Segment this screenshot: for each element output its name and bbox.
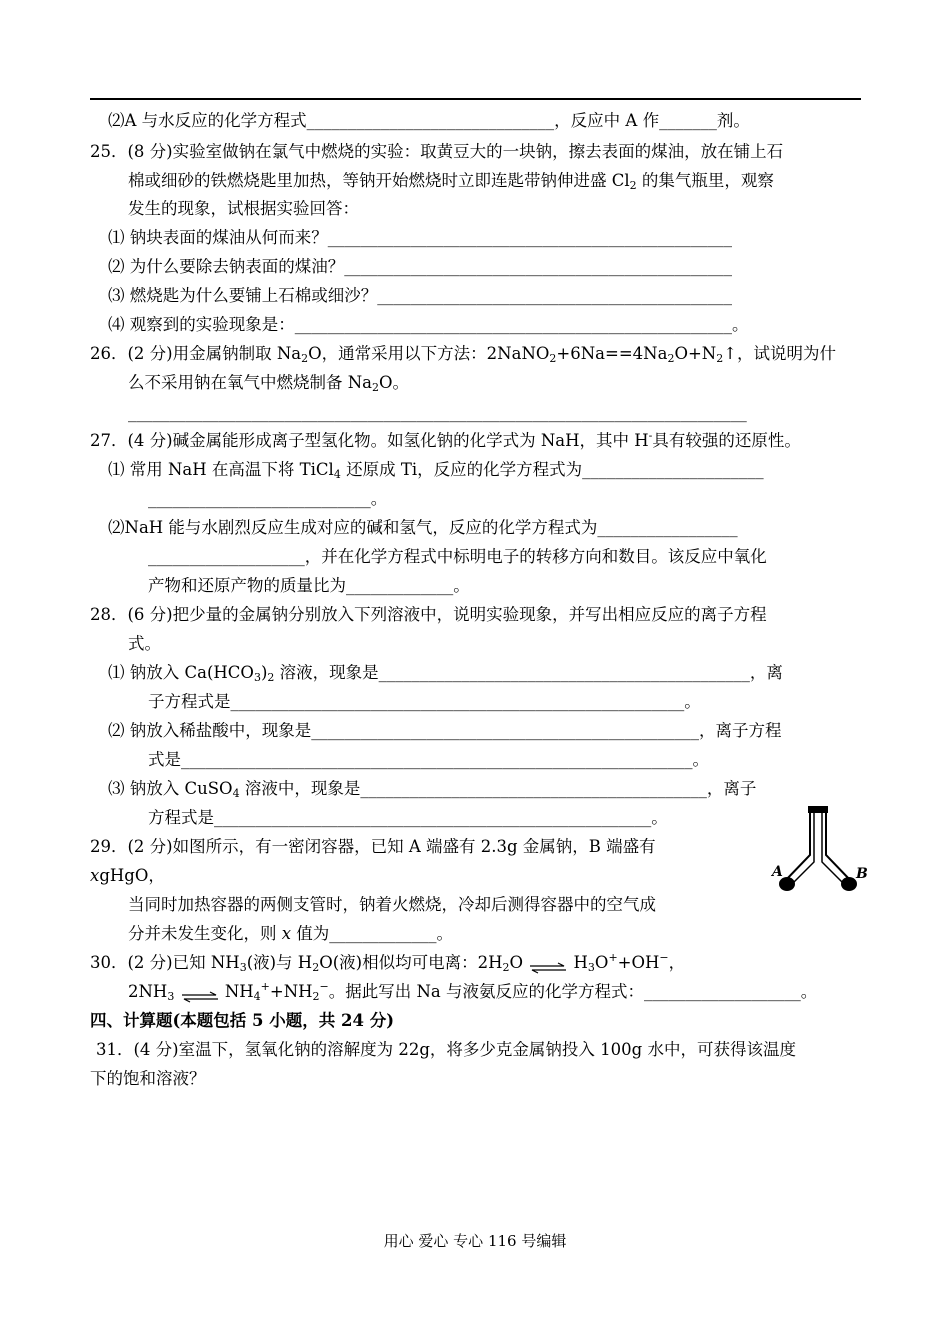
text-line: ___________________，并在化学方程式中标明电子的转移方向和数目。该反应中氧化 xyxy=(148,547,767,566)
tube-stopper xyxy=(808,806,828,813)
text-line: 式。 xyxy=(128,634,161,653)
equilibrium-arrow-icon xyxy=(528,958,568,970)
header-rule xyxy=(90,98,861,100)
tube-end-b xyxy=(841,877,857,891)
text-line: ⑵ 钠放入稀盐酸中，现象是_______________________________________________，离子方程 xyxy=(108,721,782,740)
text-line: ⑴ 常用 NaH 在高温下将 TiCl$_4$ 还原成 Ti，反应的化学方程式为______________________ xyxy=(108,460,764,481)
text-line: ⑵A 与水反应的化学方程式______________________________，反应中 A 作_______剂。 xyxy=(108,111,750,130)
text-line: 发生的现象，试根据实验回答： xyxy=(128,199,359,218)
text-line: ___________________________________________________________________________ xyxy=(128,403,747,422)
text-line: $2NH_3$ $NH_4^++NH_2^-$。据此写出 Na 与液氨反应的化学方程式：___________________。 xyxy=(128,980,818,1003)
text-line: 25．(8 分)实验室做钠在氯气中燃烧的实验：取黄豆大的一块钠，擦去表面的煤油，放在铺上石 xyxy=(90,142,784,161)
text-line: 27．(4 分)碱金属能形成离子型氢化物。如氢化钠的化学式为 NaH，其中 H-具有较强的还原性。 xyxy=(90,429,801,450)
text-line: 分并未发生变化，则 x 值为_____________。 xyxy=(128,924,454,943)
text-line: ___________________________。 xyxy=(148,489,388,508)
text-line: 式是______________________________________________________________。 xyxy=(148,750,709,769)
text-line: 方程式是_____________________________________________________。 xyxy=(148,808,668,827)
text-line: 产物和还原产物的质量比为_____________。 xyxy=(148,576,470,595)
text-line: 子方程式是_______________________________________________________。 xyxy=(148,692,701,711)
text-line: 么不采用钠在氧气中燃烧制备 $Na_2O$。 xyxy=(128,373,410,394)
figure-label-b: B xyxy=(856,866,868,882)
text-line: 30．(2 分)已知 $NH_3$(液)与 $H_2O$(液)相似均可电离：$2H_2O$ $H_3O^++OH^-$， xyxy=(90,951,686,974)
text-line: xgHgO， xyxy=(90,866,165,885)
figure-label-a: A xyxy=(772,864,783,880)
equilibrium-arrow-icon xyxy=(180,987,220,999)
text-line: 棉或细砂的铁燃烧匙里加热，等钠开始燃烧时立即连匙带钠伸进盛 $Cl_2$ 的集气瓶里，观察 xyxy=(128,171,774,192)
page-footer: 用心 爱心 专心 116 号编辑 xyxy=(383,1232,567,1250)
text-line: 28．(6 分)把少量的金属钠分别放入下列溶液中，说明实验现象，并写出相应反应的离子方程 xyxy=(90,605,767,624)
text-line: 当同时加热容器的两侧支管时，钠着火燃烧，冷却后测得容器中的空气成 xyxy=(128,895,656,914)
text-line: ⑴ 钠块表面的煤油从何而来？_________________________________________________ xyxy=(108,228,732,247)
text-line: ⑶ 钠放入 CuSO$_4$ 溶液中，现象是__________________________________________，离子 xyxy=(108,779,757,800)
text-line: 26．(2 分)用金属钠制取 $Na_2O$，通常采用以下方法：$2NaNO_2+6Na==4Na_2O+N_2↑$，试说明为什 xyxy=(90,344,837,365)
text-line: ⑶ 燃烧匙为什么要铺上石棉或细沙？___________________________________________ xyxy=(108,286,732,305)
tube-outline xyxy=(784,813,852,882)
text-line: ⑵ 为什么要除去钠表面的煤油？_______________________________________________ xyxy=(108,257,732,276)
text-line: 四、计算题(本题包括 5 小题，共 24 分) xyxy=(90,1011,395,1030)
text-line: 下的饱和溶液？ xyxy=(90,1069,206,1088)
text-line: 29．(2 分)如图所示，有一密闭容器，已知 A 端盛有 2.3g 金属钠，B 端盛有 xyxy=(90,837,656,856)
text-line: ⑴ 钠放入 $Ca(HCO_3)_2$ 溶液，现象是_____________________________________________，离 xyxy=(108,663,783,684)
text-line: 31．(4 分)室温下，氢氧化钠的溶解度为 22g，将多少克金属钠投入 100g 水中，可获得该温度 xyxy=(96,1040,796,1059)
text-line: ⑷ 观察到的实验现象是：_____________________________________________________。 xyxy=(108,315,749,334)
text-line: ⑵NaH 能与水剧烈反应生成对应的碱和氢气，反应的化学方程式为_________________ xyxy=(108,518,738,537)
y-tube-figure xyxy=(770,800,870,910)
tube-inner xyxy=(790,813,846,886)
